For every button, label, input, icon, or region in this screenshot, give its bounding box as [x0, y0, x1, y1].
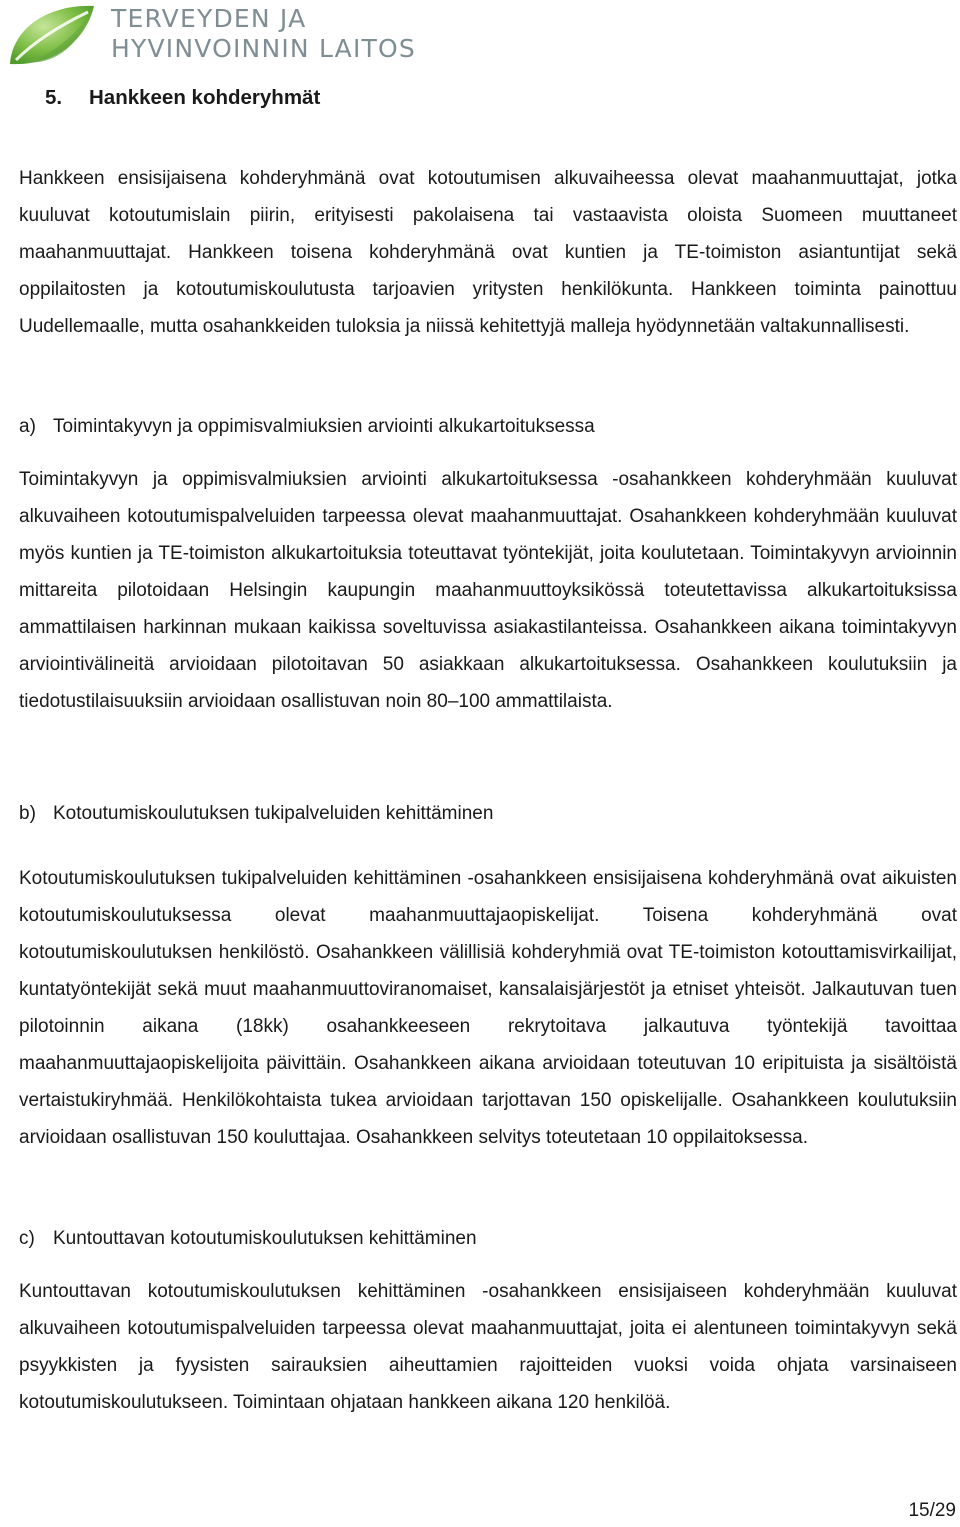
organization-logo — [6, 0, 416, 72]
subsection-b-heading — [19, 795, 493, 832]
leaf-logo-icon — [6, 0, 98, 72]
subsection-a-heading — [19, 408, 595, 445]
subsection-letter: b) — [19, 803, 36, 824]
section-number: 5. — [45, 86, 63, 109]
subsection-c-body: Kuntouttavan kotoutumiskoulutuksen kehittäminen -osahankkeen ensisijaiseen kohderyhmään kuuluvat alkuvaiheen kotoutumispalveluiden tarpeessa olevat maahanmuuttajat, joita ei alentuneen toimintakyvyn sekä psyykkisten ja fyysisten sairauksien aiheuttamien rajoitteiden vuoksi voida ohjata varsinaiseen kotoutumiskoulutukseen. Toimintaan ohjataan hankkeen aikana 120 henkilöä. — [19, 1281, 957, 1413]
subsection-letter: a) — [19, 416, 36, 437]
intro-paragraph: Hankkeen ensisijaisena kohderyhmänä ovat kotoutumisen alkuvaiheessa olevat maahanmuuttajat, jotka kuuluvat kotoutumislain piirin, erityisesti pakolaisena tai vastaavista oloista Suomeen muuttaneet maahanmuuttajat. Hankkeen toisena kohderyhmänä ovat kuntien ja TE-toimiston asiantuntijat sekä oppilaitosten ja kotoutumiskoulutusta tarjoavien yritysten henkilökunta. Hankkeen toiminta painottuu Uudellemaalle, mutta osahankkeiden tuloksia ja niissä kehitettyjä malleja hyödynnetään valtakunnallisesti. — [19, 168, 957, 337]
page-number: 15/29 — [908, 1500, 956, 1521]
section-title: Hankkeen kohderyhmät — [89, 86, 321, 109]
logo-line-1: TERVEYDEN JA — [111, 4, 307, 33]
section-heading — [45, 86, 320, 110]
subsection-title: Kuntouttavan kotoutumiskoulutuksen kehittäminen — [53, 1228, 477, 1249]
subsection-a-body: Toimintakyvyn ja oppimisvalmiuksien arviointi alkukartoituksessa -osahankkeen kohderyhmään kuuluvat alkuvaiheen kotoutumispalveluiden tarpeessa olevat maahanmuuttajat. Osahankkeen kohderyhmään kuuluvat myös kuntien ja TE-toimiston alkukartoituksia toteuttavat työntekijät, joita koulutetaan. Toimintakyvyn arvioinnin mittareita pilotoidaan Helsingin kaupungin maahanmuuttoyksikössä toteutettavissa alkukartoituksissa ammattilaisen harkinnan mukaan kaikissa soveltuvissa asiakastilanteissa. Osahankkeen aikana toimintakyvyn arviointivälineitä arvioidaan pilotoitavan 50 asiakkaan alkukartoituksessa. Osahankkeen koulutuksiin ja tiedotustilaisuuksiin arvioidaan osallistuvan noin 80–100 ammattilaista. — [19, 469, 957, 712]
logo-line-2: HYVINVOINNIN LAITOS — [111, 34, 416, 63]
subsection-c-heading — [19, 1220, 477, 1257]
logo-wordmark — [111, 4, 416, 64]
subsection-letter: c) — [19, 1228, 35, 1249]
subsection-title: Toimintakyvyn ja oppimisvalmiuksien arviointi alkukartoituksessa — [53, 416, 595, 437]
subsection-title: Kotoutumiskoulutuksen tukipalveluiden kehittäminen — [53, 803, 494, 824]
subsection-b-body: Kotoutumiskoulutuksen tukipalveluiden kehittäminen -osahankkeen ensisijaisena kohderyhmänä ovat aikuisten kotoutumiskoulutuksessa olevat maahanmuuttajaopiskelijat. Toisena kohderyhmänä ovat kotoutumiskoulutuksen henkilöstö. Osahankkeen välillisiä kohderyhmiä ovat TE-toimiston kotouttamisvirkailijat, kuntatyöntekijät sekä muut maahanmuuttoviranomaiset, kansalaisjärjestöt ja etniset yhteisöt. Jalkautuvan tuen pilotoinnin aikana (18kk) osahankkeeseen rekrytoitava jalkautuva työntekijä tavoittaa maahanmuuttajaopiskelijoita päivittäin. Osahankkeen aikana arvioidaan toteutuvan 10 eripituista ja sisältöistä vertaistukiryhmää. Henkilökohtaista tukea arvioidaan tarjottavan 150 opiskelijalle. Osahankkeen koulutuksiin arvioidaan osallistuvan 150 kouluttajaa. Osahankkeen selvitys toteutetaan 10 oppilaitoksessa. — [19, 868, 957, 1148]
